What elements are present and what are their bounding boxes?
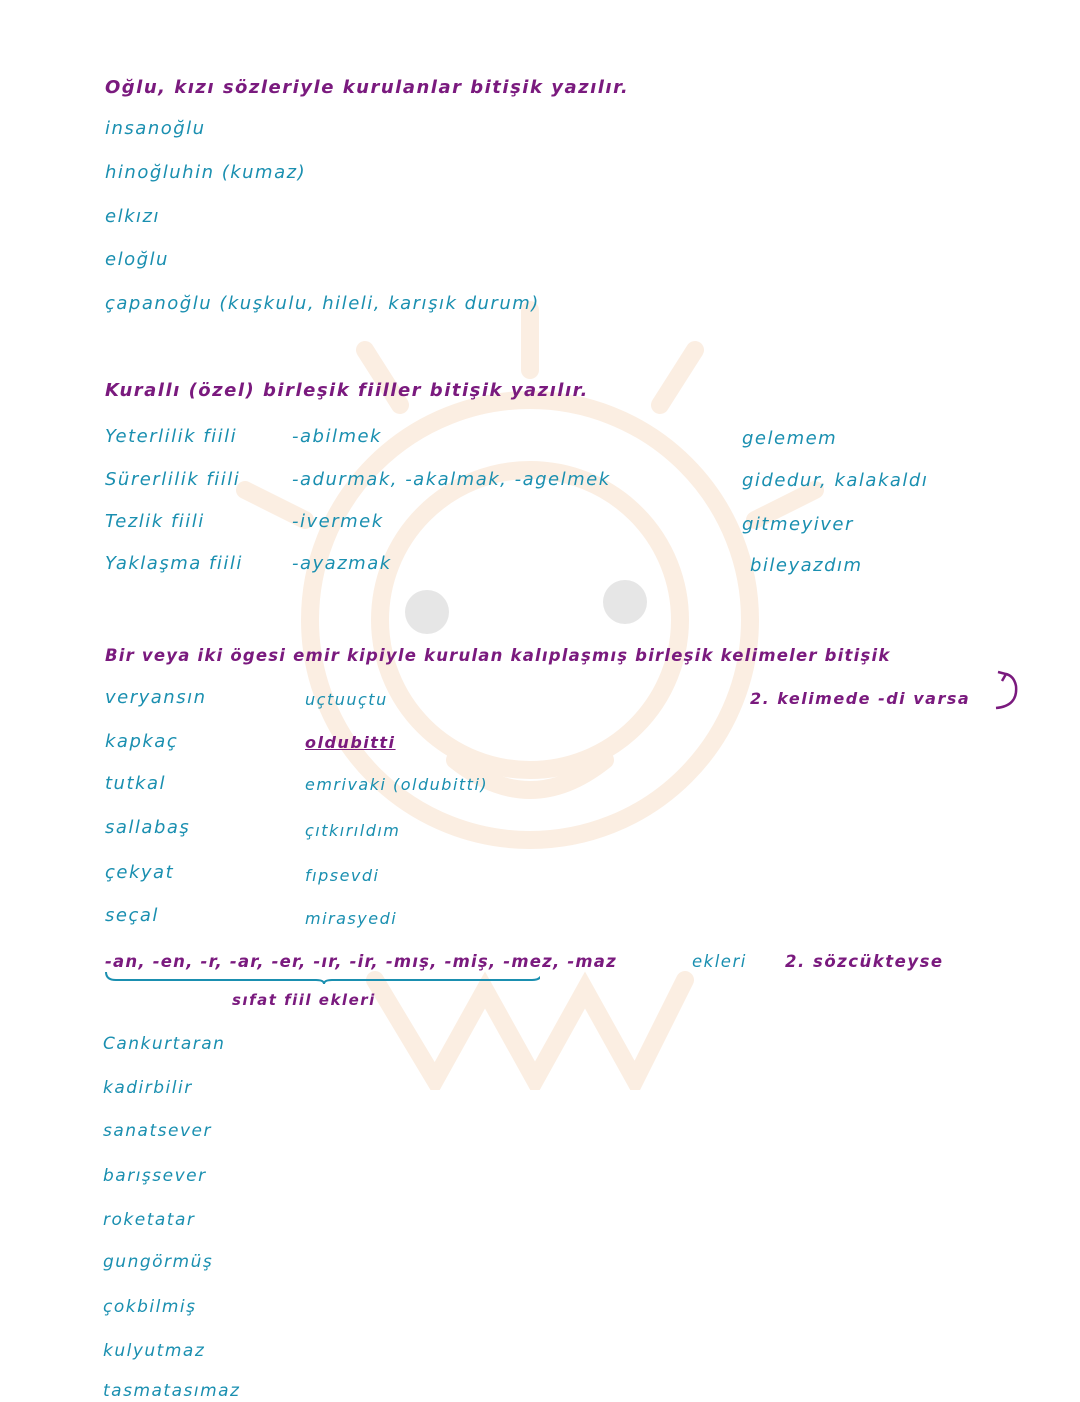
section2-heading: Kurallı (özel) birleşik fiiller bitişik yazılır. [105, 380, 589, 401]
list-item: sallabaş [105, 817, 191, 838]
verb-type: Yaklaşma fiili [105, 553, 243, 574]
list-item: Cankurtaran [103, 1034, 226, 1054]
list-item: çokbilmiş [103, 1297, 197, 1317]
verb-suffix: -adurmak, -akalmak, -agelmek [292, 469, 611, 490]
list-item: tutkal [105, 773, 166, 794]
sozcukteyse-label: 2. sözcükteyse [785, 952, 944, 971]
verb-type: Sürerlilik fiili [105, 469, 241, 490]
verb-suffix: -ayazmak [292, 553, 392, 574]
list-item: elkızı [105, 206, 160, 227]
list-item: insanoğlu [105, 118, 206, 139]
list-item: eloğlu [105, 249, 169, 270]
sifat-fiil-label: sıfat fiil ekleri [232, 991, 376, 1009]
list-item: barışsever [103, 1166, 207, 1186]
list-item: kulyutmaz [103, 1341, 206, 1361]
suffix-list: -an, -en, -r, -ar, -er, -ır, -ir, -mış, -miş [105, 952, 489, 971]
list-item: kapkaç [105, 731, 179, 752]
verb-suffix: -ivermek [292, 511, 384, 532]
verb-example: bileyazdım [750, 555, 863, 576]
verb-type: Tezlik fiili [105, 511, 205, 532]
verb-example: gitmeyiver [742, 514, 854, 535]
verb-example: gidedur, kalakaldı [742, 470, 929, 491]
list-item: kadirbilir [103, 1078, 193, 1098]
list-item: seçal [105, 905, 159, 926]
list-item: çıtkırıldım [305, 821, 401, 840]
ekleri-label: ekleri [692, 952, 747, 971]
list-item: uçtuuçtu [305, 690, 388, 709]
list-item: veryansın [105, 687, 207, 708]
list-item: sanatsever [103, 1121, 212, 1141]
section3-note: 2. kelimede -di varsa [750, 689, 971, 708]
list-item: roketatar [103, 1210, 196, 1230]
verb-suffix: -abilmek [292, 426, 382, 447]
verb-example: gelemem [742, 428, 838, 449]
list-item: oldubitti [305, 733, 396, 752]
suffix-list-rest: , -mez, -maz [488, 952, 617, 971]
list-item: hinoğluhin (kumaz) [105, 162, 307, 183]
list-item: çapanoğlu (kuşkulu, hileli, karışık durum) [105, 293, 540, 314]
section1-heading: Oğlu, kızı sözleriyle kurulanlar bitişik yazılır. [105, 77, 630, 98]
list-item: mirasyedi [305, 909, 398, 928]
list-item: tasmatasımaz [103, 1381, 241, 1401]
verb-type: Yeterlilik fiili [105, 426, 238, 447]
underbrace [104, 970, 540, 984]
list-item: gungörmüş [103, 1252, 214, 1272]
curved-arrow-icon [990, 668, 1030, 712]
list-item: emrivaki (oldubitti) [305, 775, 489, 794]
list-item: fıpsevdi [305, 866, 380, 885]
list-item: çekyat [105, 862, 175, 883]
section3-heading: Bir veya iki ögesi emir kipiyle kurulan kalıplaşmış birleşik kelimeler bitişik [105, 646, 891, 665]
